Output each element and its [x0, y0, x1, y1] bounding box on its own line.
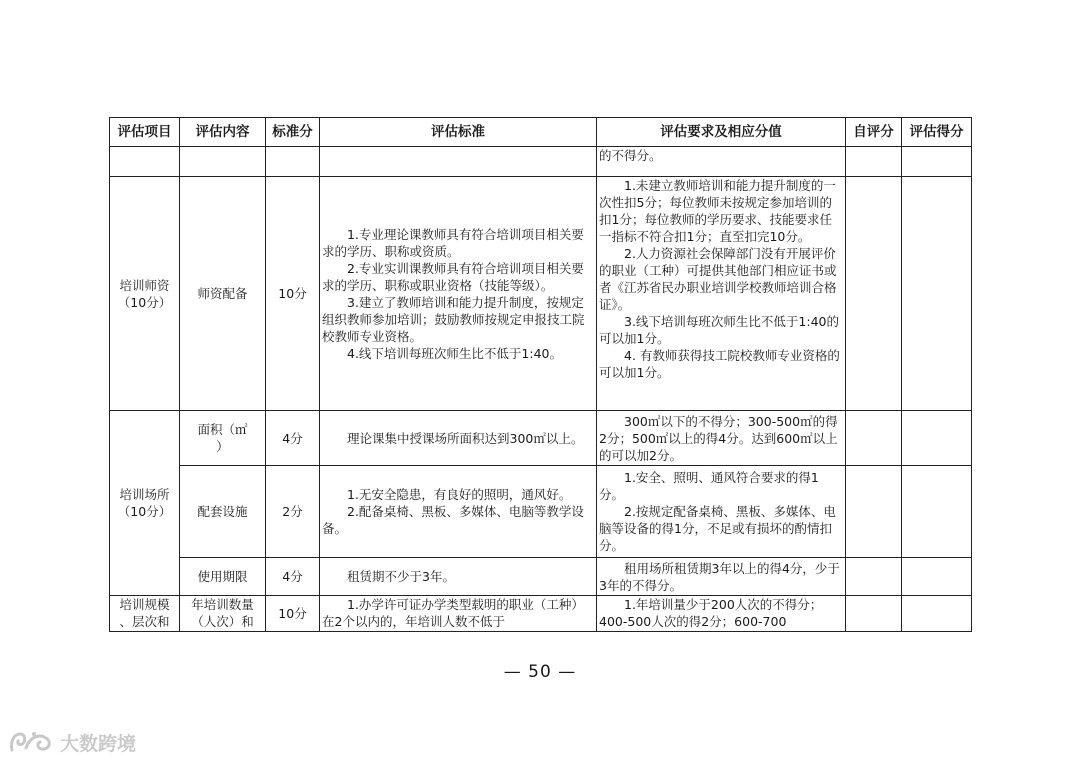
- table-header-row: [110, 118, 972, 147]
- cell-final-score[interactable]: [902, 411, 972, 466]
- requirement-line: 1.安全、照明、通风符合要求的得1分。: [599, 470, 819, 502]
- cell-empty: [266, 147, 320, 177]
- requirement-line: 4. 有教师获得技工院校教师专业资格的可以加1分。: [599, 348, 840, 380]
- cell-content: [180, 596, 266, 632]
- cell-standard: [320, 177, 597, 411]
- item-name-cont: 、层次和: [119, 614, 170, 629]
- requirement-line: 2.按规定配备桌椅、黑板、多媒体、电脑等设备的得1分，不足或有损坏的酌情扣分。: [599, 504, 836, 553]
- standard-line: 2.配备桌椅、黑板、多媒体、电脑等教学设备。: [322, 504, 584, 536]
- cell-final-score[interactable]: [902, 177, 972, 411]
- table-row: [110, 411, 972, 466]
- watermark-text: 大数跨境: [60, 732, 137, 755]
- table-row: [110, 177, 972, 411]
- requirement-line: 1.年培训量少于200人次的不得分； 400-500人次的得2分；600-700: [599, 597, 823, 629]
- cell-score: 10分: [266, 177, 320, 411]
- cell-empty: [110, 147, 180, 177]
- cell-requirements: [597, 466, 846, 558]
- table-row: [110, 596, 972, 632]
- cell-final-score[interactable]: [902, 558, 972, 596]
- cell-score: 4分: [266, 411, 320, 466]
- requirement-text: 的不得分。: [599, 148, 662, 163]
- header-final-score: 评估得分: [902, 118, 972, 147]
- requirement-line: 300㎡以下的不得分；300-500㎡的得2分；500㎡以上的得4分。达到600㎡以上的可以加2分。: [599, 413, 838, 463]
- item-name: 培训师资: [119, 277, 170, 293]
- cell-self-score[interactable]: [846, 147, 902, 177]
- cell-requirements: [597, 596, 846, 632]
- cell-standard: [320, 411, 597, 466]
- watermark-logo-icon: [8, 728, 54, 756]
- cell-self-score[interactable]: [846, 558, 902, 596]
- watermark: [8, 728, 136, 756]
- table-row: [110, 558, 972, 596]
- cell-self-score[interactable]: [846, 177, 902, 411]
- cell-item: [110, 596, 180, 632]
- cell-self-score[interactable]: [846, 466, 902, 558]
- requirement-line: 1.未建立教师培训和能力提升制度的一次性扣5分；每位教师未按规定参加培训的扣1分；每位教师的学历要求、技能要求任一指标不符合扣1分；直至扣完10分。: [599, 178, 836, 244]
- standard-line: 1.无安全隐患，有良好的照明，通风好。: [347, 487, 572, 502]
- standard-line: 2.专业实训课教师具有符合培训项目相关要求的学历、职称或职业资格（技能等级）。: [322, 260, 584, 293]
- cell-content: 师资配备: [180, 177, 266, 411]
- cell-final-score[interactable]: [902, 147, 972, 177]
- cell-requirements: [597, 147, 846, 177]
- cell-requirements: [597, 411, 846, 466]
- cell-requirements: [597, 177, 846, 411]
- standard-line: 1.办学许可证办学类型载明的职业（工种）在2个以内的，年培训人数不低于: [322, 597, 584, 629]
- header-standard: 评估标准: [320, 118, 597, 147]
- cell-item: [110, 177, 180, 411]
- content-line: 面积（㎡: [197, 422, 248, 437]
- cell-empty: [180, 147, 266, 177]
- cell-score: 4分: [266, 558, 320, 596]
- requirement-line: 3.线下培训每班次师生比不低于1:40的可以加1分。: [599, 314, 839, 346]
- content-line: ）: [216, 439, 229, 454]
- page-number: — 50 —: [503, 662, 577, 682]
- cell-standard: [320, 596, 597, 632]
- cell-final-score[interactable]: [902, 466, 972, 558]
- cell-empty: [320, 147, 597, 177]
- cell-standard: [320, 466, 597, 558]
- content-line: （人次）和: [191, 614, 254, 629]
- cell-score: 2分: [266, 466, 320, 558]
- evaluation-table: [109, 117, 972, 632]
- header-self-score: 自评分: [846, 118, 902, 147]
- item-points: （10分）: [117, 504, 172, 519]
- cell-content: 使用期限: [180, 558, 266, 596]
- table-row: [110, 147, 972, 177]
- cell-final-score[interactable]: [902, 596, 972, 632]
- header-content: 评估内容: [180, 118, 266, 147]
- standard-line: 4.线下培训每班次师生比不低于1:40。: [347, 345, 562, 361]
- header-requirements: 评估要求及相应分值: [597, 118, 846, 147]
- standard-line: 理论课集中授课场所面积达到300㎡以上。: [347, 430, 584, 446]
- content-line: 年培训数量: [191, 597, 254, 612]
- requirement-line: 2.人力资源社会保障部门没有开展评价的职业（工种）可提供其他部门相应证书或者《江苏省民办职业培训学校教师培训合格证》。: [599, 246, 837, 312]
- cell-standard: [320, 558, 597, 596]
- header-item: 评估项目: [110, 118, 180, 147]
- cell-content: [180, 411, 266, 466]
- cell-score: 10分: [266, 596, 320, 632]
- item-points: （10分）: [117, 294, 172, 310]
- standard-line: 3.建立了教师培训和能力提升制度，按规定组织教师参加培训；鼓励教师按规定申报技工院校教师专业资格。: [322, 294, 585, 344]
- item-name: 培训场所: [119, 487, 170, 502]
- standard-line: 1.专业理论课教师具有符合培训项目相关要求的学历、职称或资质。: [322, 226, 584, 259]
- table-row: [110, 466, 972, 558]
- item-name: 培训规模: [119, 597, 170, 612]
- cell-self-score[interactable]: [846, 596, 902, 632]
- header-score: 标准分: [266, 118, 320, 147]
- cell-item: [110, 411, 180, 596]
- cell-requirements: [597, 558, 846, 596]
- cell-self-score[interactable]: [846, 411, 902, 466]
- cell-content: 配套设施: [180, 466, 266, 558]
- standard-line: 租赁期不少于3年。: [347, 569, 455, 584]
- requirement-line: 租用场所租赁期3年以上的得4分，少于3年的不得分。: [599, 560, 840, 593]
